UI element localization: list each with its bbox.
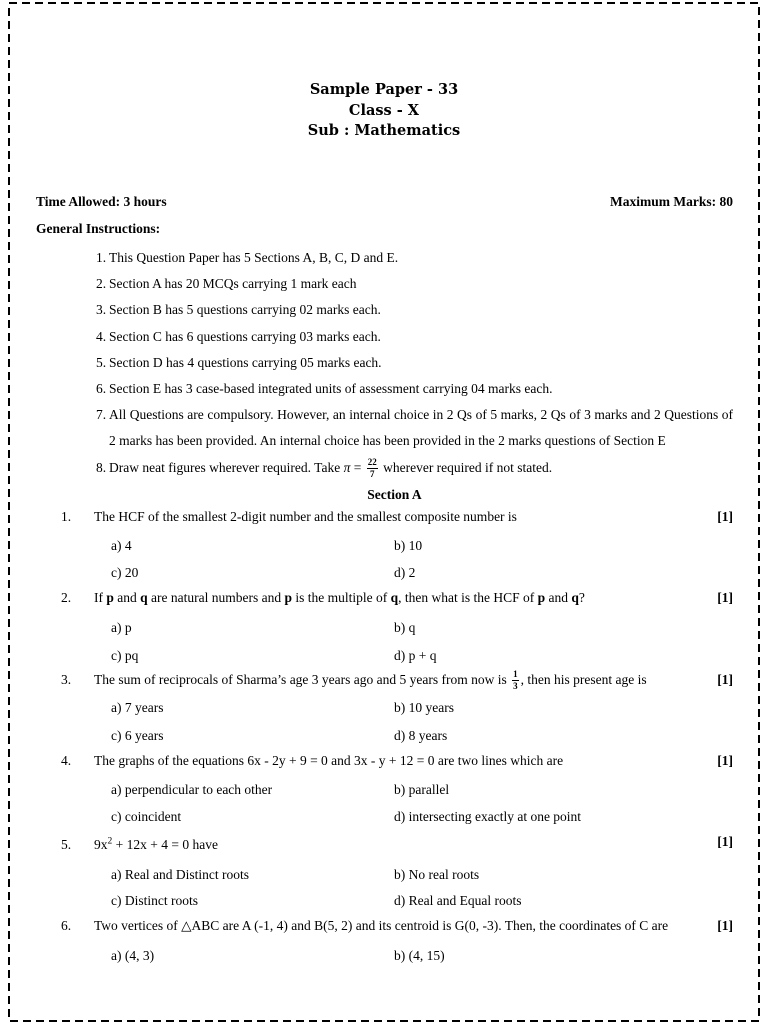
marks-label: [1]: [717, 918, 733, 933]
option-a: a) 4: [111, 538, 132, 553]
question-4: [0, 751, 768, 831]
option-b: b) parallel: [394, 782, 450, 797]
instruction-text: This Question Paper has 5 Sections A, B, C, D and E.: [109, 250, 399, 265]
fraction-numerator: 1: [513, 669, 518, 680]
marks-label: [1]: [717, 834, 733, 849]
equation-rest: + 12x + 4 = 0 have: [112, 837, 218, 852]
question-text: Two vertices of △ABC are A (-1, 4) and B(5, 2) and its centroid is G(0, -3). Then, the coordinates of C are: [94, 918, 669, 933]
option-a: a) Real and Distinct roots: [111, 867, 249, 882]
paper-header: [0, 80, 768, 142]
equals-sign: =: [350, 459, 365, 475]
marks-label: [1]: [717, 672, 733, 687]
class-line: Class - X: [348, 101, 420, 119]
instruction-text: [109, 457, 553, 480]
variable-q: q: [390, 590, 399, 605]
variable-p: p: [106, 590, 114, 605]
section-title: Section A: [367, 487, 422, 502]
question-text: The graphs of the equations 6x - 2y + 9 = 0 and 3x - y + 12 = 0 are two lines which are: [94, 753, 564, 768]
option-a: a) 7 years: [111, 700, 164, 715]
question-5: [0, 832, 768, 912]
instruction-item: [96, 350, 733, 376]
question-text-after: , then his present age is: [520, 672, 647, 687]
instruction-text: Section E has 3 case-based integrated units of assessment carrying 04 marks each.: [109, 381, 553, 397]
question-text: [94, 835, 218, 855]
marks-label: [1]: [717, 509, 733, 524]
question-number: 1.: [61, 509, 72, 524]
equation-base: 9x: [94, 837, 108, 852]
option-b: b) No real roots: [394, 867, 480, 882]
option-d: d) 8 years: [394, 728, 448, 743]
question-text-before: The sum of reciprocals of Sharma’s age 3 years ago and 5 years from now is: [94, 672, 511, 687]
option-a: a) p: [111, 620, 132, 635]
question-text: The HCF of the smallest 2-digit number and the smallest composite number is: [94, 509, 517, 524]
variable-p: p: [284, 590, 292, 605]
subject-line: Sub : Mathematics: [307, 122, 461, 139]
question-text: [94, 588, 585, 608]
question-text-segment: and: [113, 590, 141, 605]
question-text-segment: , then what is the HCF of: [398, 590, 538, 605]
variable-p: p: [537, 590, 546, 605]
instruction-text-before: Draw neat figures wherever required. Take: [109, 459, 344, 475]
question-number: 2.: [61, 590, 72, 605]
fraction-numerator: 22: [367, 457, 377, 468]
instruction-text: Section B has 5 questions carrying 02 marks each.: [109, 302, 381, 318]
question-3: [0, 670, 768, 750]
option-c: c) pq: [111, 648, 139, 663]
instruction-item: [96, 455, 733, 481]
instruction-number: 5.: [96, 354, 107, 370]
question-text-segment: and: [545, 590, 572, 605]
option-c: c) 6 years: [111, 728, 164, 743]
option-b: b) 10: [394, 538, 423, 553]
variable-q: q: [140, 590, 148, 605]
pi-symbol: π: [343, 459, 351, 475]
instruction-text: All Questions are compulsory. However, an internal choice in 2 Qs of 5 marks, 2 Qs of 3 marks and 2 Questions of 2 marks has been provided. An internal choice has been provided in the 2 marks questions of Section E: [109, 407, 733, 449]
variable-q: q: [571, 590, 579, 605]
instruction-text-after: wherever required if not stated.: [379, 459, 553, 475]
question-number: 6.: [61, 918, 72, 933]
instruction-text: Section D has 4 questions carrying 05 marks each.: [109, 354, 382, 370]
fraction-denominator: 3: [513, 681, 518, 692]
question-text-segment: If: [94, 590, 107, 605]
instruction-number: 1.: [96, 250, 107, 265]
option-c: c) 20: [111, 565, 139, 580]
question-text-segment: ?: [578, 590, 585, 605]
question-2: [0, 588, 768, 668]
maximum-marks: Maximum Marks: 80: [610, 194, 733, 209]
marks-label: [1]: [717, 753, 733, 768]
option-b: b) (4, 15): [394, 948, 445, 963]
fraction-denominator: 7: [369, 469, 375, 480]
marks-label: [1]: [717, 590, 733, 605]
instruction-number: 6.: [96, 381, 107, 397]
option-d: d) intersecting exactly at one point: [394, 809, 582, 824]
instruction-item: [96, 376, 733, 402]
equation-exponent: 2: [107, 836, 113, 847]
instruction-text: Section C has 6 questions carrying 03 marks each.: [109, 328, 381, 344]
option-d: d) Real and Equal roots: [394, 893, 522, 908]
general-instructions-heading: General Instructions:: [36, 221, 161, 236]
instruction-number: 8.: [96, 459, 107, 475]
reciprocal-fraction: [512, 670, 519, 691]
instruction-number: 7.: [96, 407, 107, 423]
question-number: 3.: [61, 672, 72, 687]
option-c: c) coincident: [111, 809, 182, 824]
paper-title: Sample Paper - 33: [309, 81, 459, 98]
instruction-text: Section A has 20 MCQs carrying 1 mark each: [109, 276, 357, 292]
question-text-segment: is the multiple of: [292, 590, 391, 605]
option-c: c) Distinct roots: [111, 893, 198, 908]
instruction-item: [96, 297, 733, 323]
instruction-item: [96, 402, 733, 454]
option-d: d) p + q: [394, 648, 437, 663]
time-allowed: Time Allowed: 3 hours: [36, 194, 167, 209]
question-text: [94, 670, 647, 691]
instruction-number: 4.: [96, 328, 107, 344]
option-d: d) 2: [394, 565, 416, 580]
instruction-item: [96, 245, 733, 271]
option-a: a) (4, 3): [111, 948, 155, 963]
option-b: b) 10 years: [394, 700, 454, 715]
question-6: [0, 916, 768, 996]
question-number: 5.: [61, 837, 72, 852]
pi-fraction: [367, 458, 378, 479]
instruction-number: 2.: [96, 276, 107, 292]
question-number: 4.: [61, 753, 72, 768]
instructions-list: [96, 245, 733, 481]
option-a: a) perpendicular to each other: [111, 782, 273, 797]
question-text-segment: are natural numbers and: [147, 590, 285, 605]
instruction-item: [96, 324, 733, 350]
question-1: [0, 507, 768, 587]
option-b: b) q: [394, 620, 416, 635]
instruction-number: 3.: [96, 302, 107, 318]
instruction-item: [96, 271, 733, 297]
